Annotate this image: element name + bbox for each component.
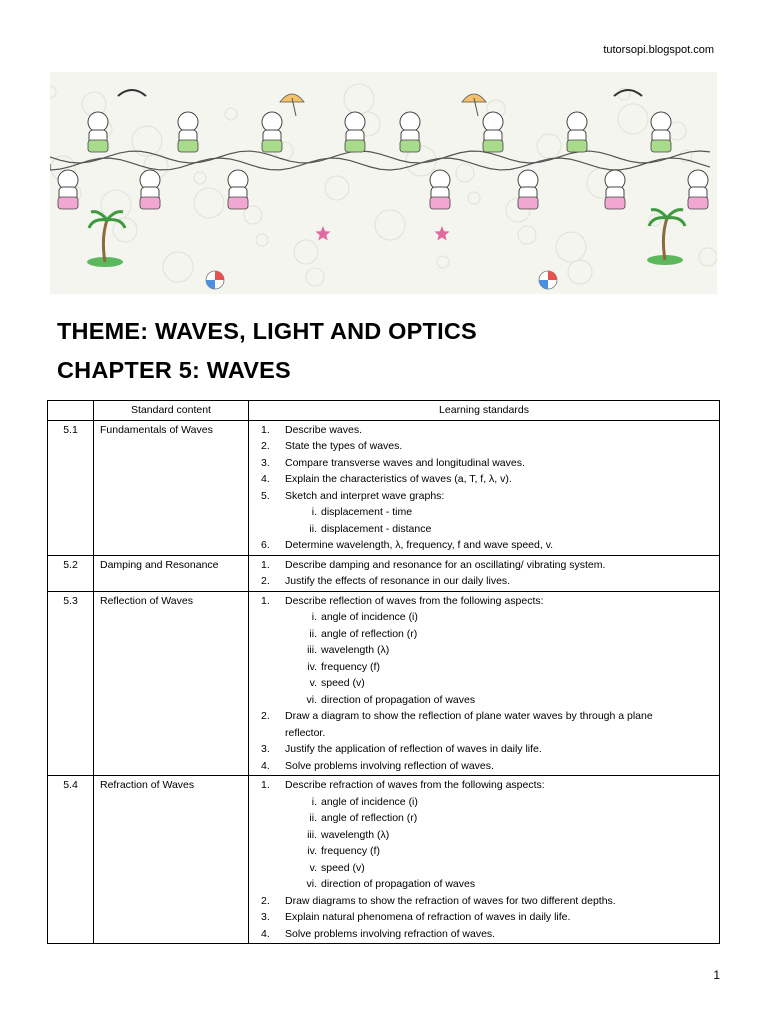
item-number: 1.	[261, 558, 270, 571]
sub-list-item	[255, 692, 713, 709]
swirl-decoration	[699, 248, 717, 266]
learning-standards	[249, 591, 720, 776]
item-text: Explain natural phenomena of refraction of waves in daily life.	[285, 911, 571, 923]
item-text: Draw diagrams to show the refraction of waves for two different depths.	[285, 894, 616, 907]
palm-trunk	[663, 218, 667, 260]
sub-list-item	[255, 827, 713, 844]
swirl-decoration	[618, 104, 648, 134]
item-text: Describe waves.	[285, 423, 363, 436]
sub-item-number: v.	[309, 861, 317, 874]
list-item	[255, 777, 713, 893]
swirl-decoration	[50, 86, 56, 98]
bear-shorts	[58, 197, 78, 209]
header-learning-standards: Learning standards	[249, 401, 720, 421]
item-number: 4.	[261, 759, 270, 772]
bear-shorts	[651, 140, 671, 152]
bear-figure	[567, 112, 587, 152]
standard-content: Reflection of Waves	[94, 591, 249, 776]
sub-list-item	[255, 521, 713, 538]
list-item	[255, 926, 713, 943]
item-number: 1.	[261, 779, 270, 791]
item-text: Describe damping and resonance for an oscillating/ vibrating system.	[285, 558, 606, 571]
list-item	[255, 537, 713, 554]
item-number: 2.	[261, 575, 270, 587]
bear-head	[262, 112, 282, 132]
item-text: Sketch and interpret wave graphs:	[285, 489, 445, 502]
bear-head	[483, 112, 503, 132]
list-item	[255, 455, 713, 472]
sub-item-text: direction of propagation of waves	[321, 878, 476, 890]
palm-trunk	[103, 220, 107, 262]
row-number: 5.3	[48, 591, 94, 776]
list-item	[255, 471, 713, 488]
sub-item-text: angle of incidence (i)	[321, 611, 418, 623]
sub-item-text: displacement - distance	[321, 522, 432, 535]
theme-title: THEME: WAVES, LIGHT AND OPTICS	[57, 318, 477, 344]
sub-item-number: ii.	[309, 812, 317, 824]
learning-standards	[249, 776, 720, 944]
bear-shorts	[345, 140, 365, 152]
bird-icon	[118, 90, 146, 96]
bear-figure	[483, 112, 503, 152]
sub-list-item	[255, 642, 713, 659]
standard-content: Refraction of Waves	[94, 776, 249, 944]
list-item	[255, 422, 713, 439]
bear-shorts	[400, 140, 420, 152]
item-text: Determine wavelength, λ, frequency, f and wave speed, v.	[285, 539, 554, 551]
swirl-decoration	[468, 192, 480, 204]
sub-list-item	[255, 609, 713, 626]
bear-head	[400, 112, 420, 132]
bear-shorts	[518, 197, 538, 209]
bear-figure	[228, 170, 248, 209]
swirl-decoration	[456, 164, 474, 182]
palm-leaves	[649, 210, 685, 226]
bear-figure	[651, 112, 671, 152]
table-row	[48, 591, 720, 776]
bear-head	[651, 112, 671, 132]
item-number: 5.	[261, 489, 270, 502]
table-row	[48, 776, 720, 944]
swirl-decoration	[225, 108, 237, 120]
sub-item-text: direction of propagation of waves	[321, 693, 476, 706]
chapter-title: CHAPTER 5: WAVES	[57, 357, 291, 383]
swirl-decoration	[537, 134, 561, 158]
sub-item-number: iii.	[307, 644, 317, 656]
item-text: Justify the effects of resonance in our daily lives.	[285, 575, 511, 587]
sub-item-number: iv.	[307, 845, 317, 857]
item-number: 3.	[261, 911, 270, 923]
item-text: Solve problems involving refraction of waves.	[285, 927, 496, 940]
learning-standards	[249, 420, 720, 555]
row-number: 5.1	[48, 420, 94, 555]
sub-item-number: i.	[311, 611, 317, 623]
starfish-icon	[315, 226, 330, 241]
standard-content: Fundamentals of Waves	[94, 420, 249, 555]
site-url: tutorsopi.blogspot.com	[603, 44, 714, 56]
sub-item-text: angle of incidence (i)	[321, 795, 418, 808]
swirl-decoration	[375, 210, 405, 240]
sub-item-text: displacement - time	[321, 506, 413, 518]
swirl-decoration	[325, 176, 349, 200]
table-header-row	[48, 401, 720, 421]
item-text: Describe refraction of waves from the following aspects:	[285, 779, 545, 791]
bear-figure	[88, 112, 108, 152]
item-number: 6.	[261, 539, 270, 551]
bear-shorts	[228, 197, 248, 209]
list-item	[255, 708, 713, 741]
sub-item-number: iii.	[307, 828, 317, 841]
bear-figure	[58, 170, 78, 209]
sub-item-text: wavelength (λ)	[321, 644, 390, 656]
sub-item-number: iv.	[307, 660, 317, 673]
item-number: 2.	[261, 440, 270, 452]
swirl-decoration	[294, 240, 318, 264]
swirl-decoration	[101, 190, 131, 220]
bear-shorts	[140, 197, 160, 209]
sub-item-text: speed (v)	[321, 861, 365, 874]
learning-standards-table	[47, 400, 720, 944]
bear-figure	[605, 170, 625, 209]
bear-shorts	[605, 197, 625, 209]
list-item	[255, 909, 713, 926]
bear-figure	[345, 112, 365, 152]
swirl-decoration	[194, 172, 206, 184]
item-number: 4.	[261, 927, 270, 940]
bear-shorts	[688, 197, 708, 209]
sub-list-item	[255, 675, 713, 692]
sub-list-item	[255, 843, 713, 860]
swirl-decoration	[437, 256, 449, 268]
standard-content: Damping and Resonance	[94, 555, 249, 591]
sub-item-number: i.	[311, 506, 317, 518]
list-item	[255, 438, 713, 455]
item-text: Draw a diagram to show the reflection of plane water waves by through a plane	[285, 710, 653, 722]
swirl-decoration	[556, 232, 586, 262]
swirl-decoration	[194, 188, 224, 218]
sub-item-number: i.	[311, 795, 317, 808]
sub-item-number: ii.	[309, 627, 317, 640]
sub-item-text: frequency (f)	[321, 845, 380, 857]
sub-item-number: v.	[309, 677, 317, 689]
swirl-decoration	[306, 268, 324, 286]
bear-shorts	[178, 140, 198, 152]
sub-list-item	[255, 794, 713, 811]
bear-shorts	[88, 140, 108, 152]
swirl-decoration	[568, 260, 592, 284]
list-item	[255, 758, 713, 775]
bear-figure	[518, 170, 538, 209]
sub-list-item	[255, 504, 713, 521]
list-item	[255, 573, 713, 590]
list-item	[255, 593, 713, 709]
item-number: 1.	[261, 594, 270, 607]
bear-head	[88, 112, 108, 132]
item-text: Describe reflection of waves from the following aspects:	[285, 594, 544, 607]
row-number: 5.4	[48, 776, 94, 944]
vine-line	[50, 158, 710, 170]
sub-list-item	[255, 860, 713, 877]
item-text-continued: reflector.	[285, 726, 326, 739]
item-number: 2.	[261, 710, 270, 722]
list-item	[255, 741, 713, 758]
row-number: 5.2	[48, 555, 94, 591]
sub-item-number: vi.	[306, 693, 317, 706]
table-row	[48, 555, 720, 591]
sub-item-text: speed (v)	[321, 677, 365, 689]
sub-list-item	[255, 876, 713, 893]
bear-shorts	[483, 140, 503, 152]
swirl-decoration	[163, 252, 193, 282]
banner-illustration	[50, 72, 717, 294]
list-item	[255, 893, 713, 910]
sub-item-text: angle of reflection (r)	[321, 627, 418, 640]
beach-ball-stripe	[548, 271, 557, 280]
beach-ball-stripe	[215, 271, 224, 280]
sub-item-number: ii.	[309, 522, 317, 535]
bear-figure	[400, 112, 420, 152]
list-item	[255, 488, 713, 538]
bear-shorts	[262, 140, 282, 152]
starfish-icon	[434, 226, 449, 241]
page-number: 1	[713, 968, 720, 982]
swirl-decoration	[256, 234, 268, 246]
vine-line	[50, 151, 710, 163]
bear-figure	[178, 112, 198, 152]
swirl-decoration	[518, 226, 536, 244]
item-number: 3.	[261, 743, 270, 755]
item-text: State the types of waves.	[285, 440, 403, 452]
sub-list-item	[255, 810, 713, 827]
item-number: 4.	[261, 473, 270, 485]
item-text: Compare transverse waves and longitudinal waves.	[285, 456, 525, 469]
header-standard-content: Standard content	[94, 401, 249, 421]
sub-list-item	[255, 659, 713, 676]
swirl-decoration	[344, 84, 374, 114]
bear-figure	[430, 170, 450, 209]
bear-shorts	[567, 140, 587, 152]
bear-figure	[688, 170, 708, 209]
sub-list-item	[255, 626, 713, 643]
bear-head	[567, 112, 587, 132]
item-text: Explain the characteristics of waves (a, T, f, λ, v).	[285, 473, 512, 485]
sub-item-number: vi.	[306, 878, 317, 890]
item-text: Solve problems involving reflection of waves.	[285, 759, 494, 772]
item-number: 1.	[261, 423, 270, 436]
palm-leaves	[89, 212, 125, 228]
bear-shorts	[430, 197, 450, 209]
table-row	[48, 420, 720, 555]
item-text: Justify the application of reflection of waves in daily life.	[285, 743, 542, 755]
beach-ball-stripe	[539, 280, 548, 289]
sub-item-text: wavelength (λ)	[321, 828, 390, 841]
list-item	[255, 557, 713, 574]
bear-head	[345, 112, 365, 132]
decorative-banner	[50, 72, 717, 294]
header-num	[48, 401, 94, 421]
bear-figure	[262, 112, 282, 152]
bear-head	[178, 112, 198, 132]
sub-item-text: frequency (f)	[321, 660, 380, 673]
sub-item-text: angle of reflection (r)	[321, 812, 418, 824]
beach-ball-stripe	[206, 280, 215, 289]
item-number: 3.	[261, 456, 270, 469]
bear-figure	[140, 170, 160, 209]
item-number: 2.	[261, 894, 270, 907]
learning-standards	[249, 555, 720, 591]
